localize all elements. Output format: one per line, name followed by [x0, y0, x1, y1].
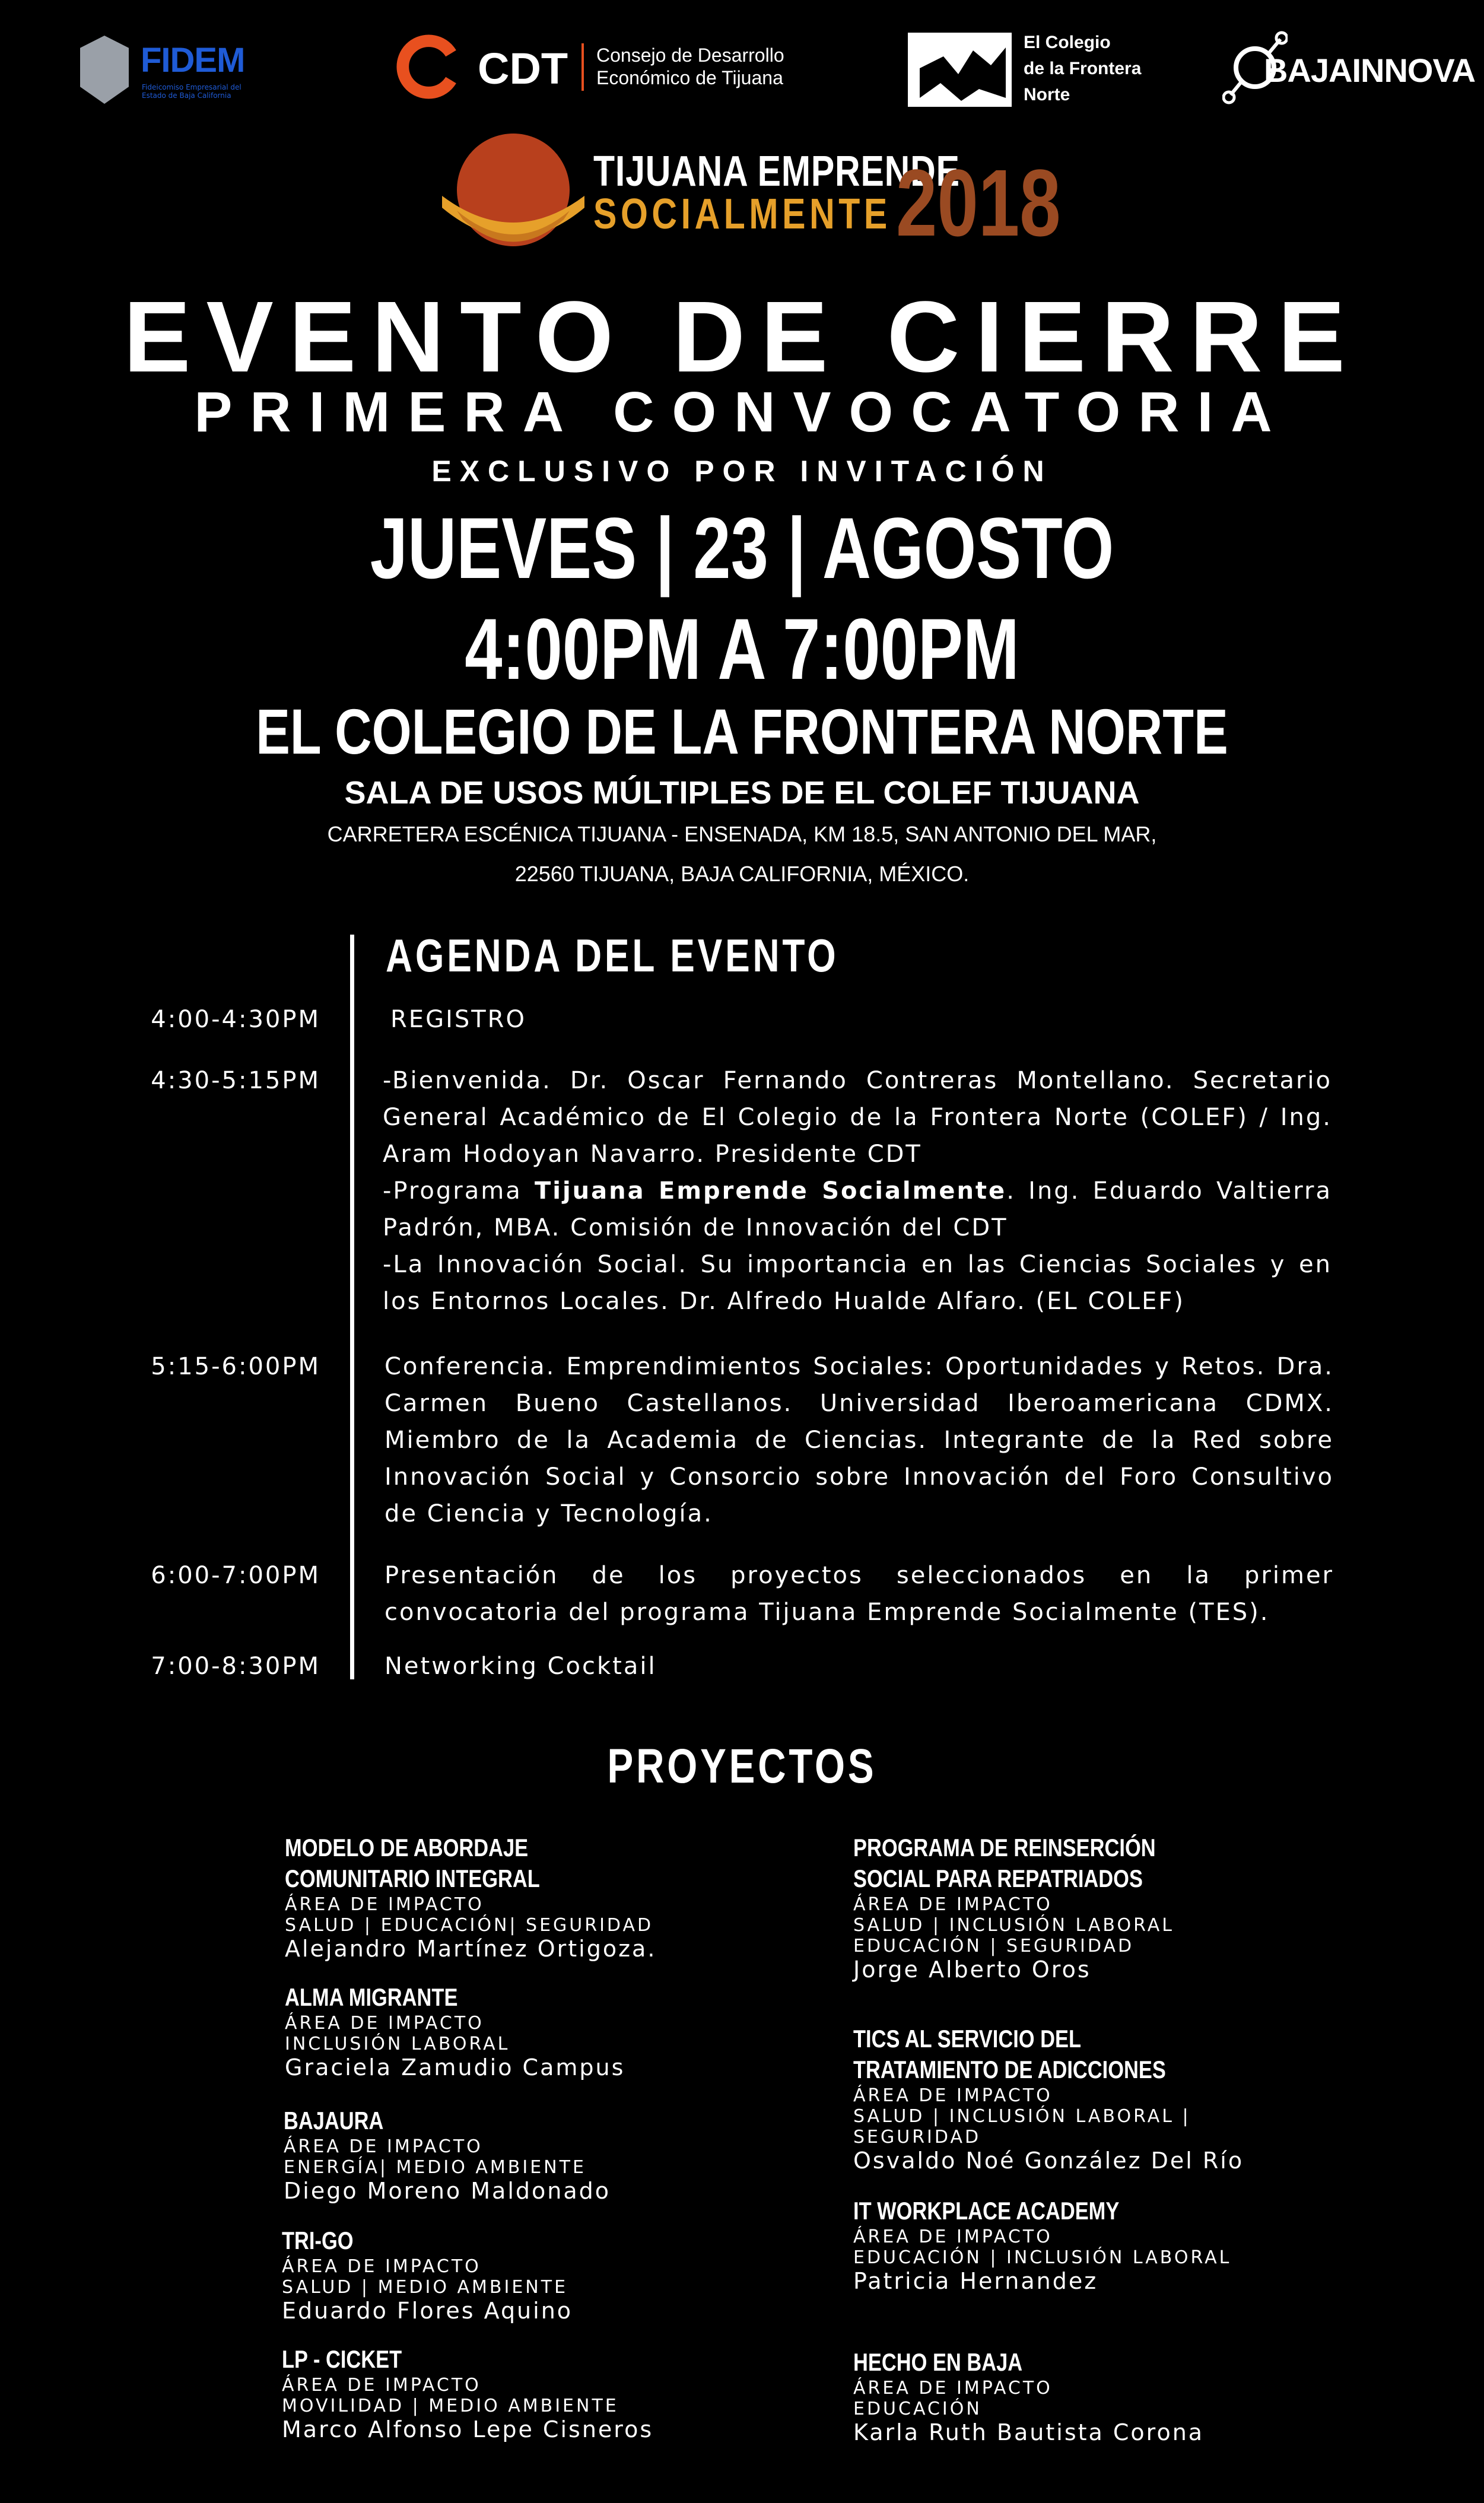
project-title: LP - CICKET: [282, 2345, 402, 2373]
project-areas: MOVILIDAD | MEDIO AMBIENTE: [282, 2396, 619, 2416]
project-areas: ENERGÍA| MEDIO AMBIENTE: [284, 2157, 586, 2178]
event-address-line1: CARRETERA ESCÉNICA TIJUANA - ENSENADA, KM 18.5, SAN ANTONIO DEL MAR,: [327, 822, 1157, 846]
agenda-desc-program: -Programa Tijuana Emprende Socialmente. Ing. Eduardo Valtierra Padrón, MBA. Comisión de Innovación del CDT: [383, 1177, 1332, 1241]
project-areas: EDUCACIÓN: [853, 2399, 982, 2419]
project-area-label: ÁREA DE IMPACTO: [282, 2256, 481, 2277]
project-areas: SALUD | INCLUSIÓN LABORAL | SEGURIDAD: [853, 2106, 1191, 2148]
project-person: Osvaldo Noé González Del Río: [853, 2148, 1244, 2174]
colef-line1: El Colegio: [1024, 33, 1111, 52]
program-name-bold: Tijuana Emprende Socialmente: [534, 1177, 1007, 1205]
project-areas: SALUD | INCLUSIÓN LABORAL: [853, 1915, 1174, 1936]
cdt-line2: Económico de Tijuana: [596, 67, 783, 88]
colef-line2: de la Frontera: [1024, 59, 1142, 78]
cdt-mark-icon: [395, 33, 463, 101]
event-subtitle: PRIMERA CONVOCATORIA: [194, 380, 1290, 444]
fidem-logo: [80, 36, 267, 107]
project-card: [853, 2196, 1304, 2294]
project-person: Jorge Alberto Oros: [853, 1956, 1091, 1983]
project-person: Alejandro Martínez Ortigoza.: [285, 1936, 657, 1962]
project-title: ALMA MIGRANTE: [285, 1983, 458, 2011]
project-area-label: ÁREA DE IMPACTO: [853, 2378, 1053, 2399]
project-card: [285, 1982, 736, 2080]
project-title: COMUNITARIO INTEGRAL: [285, 1864, 540, 1892]
event-time: 4:00PM A 7:00PM: [465, 601, 1019, 697]
project-area-label: ÁREA DE IMPACTO: [853, 2226, 1053, 2247]
colef-line3: Norte: [1024, 85, 1070, 104]
project-areas: EDUCACIÓN | INCLUSIÓN LABORAL: [853, 2247, 1232, 2268]
project-area-label: ÁREA DE IMPACTO: [285, 1894, 484, 1915]
project-person: Graciela Zamudio Campus: [285, 2054, 625, 2080]
agenda-desc: Presentación de los proyectos seleccionados en la primer convocatoria del programa Tijuana Emprende Socialmente (TES).: [384, 1562, 1334, 1626]
agenda-desc: REGISTRO: [390, 1006, 526, 1033]
project-areas: INCLUSIÓN LABORAL: [285, 2034, 510, 2054]
event-address-line2: 22560 TIJUANA, BAJA CALIFORNIA, MÉXICO.: [514, 862, 970, 886]
project-title: IT WORKPLACE ACADEMY: [853, 2197, 1120, 2225]
agenda-title: AGENDA DEL EVENTO: [386, 929, 839, 981]
project-title: MODELO DE ABORDAJE: [285, 1834, 529, 1862]
bajainnova-name: BAJAINNOVA: [1264, 52, 1476, 89]
tes-line1: TIJUANA EMPRENDE: [593, 148, 960, 195]
event-venue: EL COLEGIO DE LA FRONTERA NORTE: [256, 695, 1228, 767]
tes-line2: SOCIALMENTE: [593, 190, 891, 238]
agenda-time: 7:00-8:30PM: [151, 1653, 320, 1680]
project-area-label: ÁREA DE IMPACTO: [284, 2136, 483, 2157]
event-exclusive-note: EXCLUSIVO POR INVITACIÓN: [431, 455, 1053, 488]
agenda-time: 4:00-4:30PM: [151, 1006, 320, 1033]
project-person: Eduardo Flores Aquino: [282, 2298, 573, 2324]
project-card: [282, 2344, 733, 2442]
event-title: EVENTO DE CIERRE: [123, 281, 1361, 393]
sunrise-icon: [439, 131, 587, 255]
project-area-label: ÁREA DE IMPACTO: [285, 2013, 484, 2034]
project-areas: SALUD | EDUCACIÓN| SEGURIDAD: [285, 1915, 654, 1936]
tes-2018-logo: [439, 131, 1068, 258]
agenda-time: 6:00-7:00PM: [151, 1562, 320, 1589]
projects-title: PROYECTOS: [607, 1739, 877, 1793]
agenda-desc-innovation: -La Innovación Social. Su importancia en las Ciencias Sociales y en los Entornos Locales. Dr. Alfredo Hualde Alfaro. (EL COLEF): [383, 1251, 1332, 1315]
cdt-name: CDT: [478, 44, 568, 93]
project-areas: EDUCACIÓN | SEGURIDAD: [853, 1936, 1135, 1956]
project-card: [853, 1832, 1304, 1983]
project-title: BAJAURA: [284, 2107, 384, 2134]
colef-map-icon: [908, 33, 1012, 107]
agenda-time: 5:15-6:00PM: [151, 1353, 320, 1380]
fidem-subtitle: Fideicomiso Empresarial del Estado de Baja California: [142, 83, 241, 100]
project-card: [284, 2105, 735, 2204]
cdt-logo: [395, 33, 822, 110]
event-room: SALA DE USOS MÚLTIPLES DE EL COLEF TIJUANA: [344, 775, 1140, 811]
project-title: TRATAMIENTO DE ADICCIONES: [853, 2056, 1166, 2083]
project-title: TICS AL SERVICIO DEL: [853, 2025, 1082, 2053]
project-area-label: ÁREA DE IMPACTO: [853, 2085, 1053, 2106]
project-areas: SALUD | MEDIO AMBIENTE: [282, 2277, 568, 2298]
agenda-time: 4:30-5:15PM: [151, 1067, 320, 1094]
project-card: [285, 1832, 736, 1962]
project-title: HECHO EN BAJA: [853, 2348, 1023, 2376]
agenda-divider: [350, 935, 354, 1679]
project-person: Marco Alfonso Lepe Cisneros: [282, 2416, 654, 2442]
colef-logo: [908, 33, 1157, 116]
bajainnova-logo: [1222, 31, 1476, 108]
agenda-desc: Networking Cocktail: [384, 1653, 657, 1680]
project-card: [853, 2347, 1304, 2445]
project-person: Patricia Hernandez: [853, 2268, 1098, 2294]
fidem-crest-icon: [80, 36, 129, 104]
agenda-desc-group: [383, 1062, 1332, 1320]
project-title: PROGRAMA DE REINSERCIÓN: [853, 1834, 1156, 1862]
project-person: Karla Ruth Bautista Corona: [853, 2419, 1205, 2445]
project-area-label: ÁREA DE IMPACTO: [282, 2375, 481, 2396]
project-title: TRI-GO: [282, 2226, 354, 2254]
project-card: [853, 2024, 1304, 2174]
fidem-name: FIDEM: [141, 41, 245, 80]
cdt-line1: Consejo de Desarrollo: [596, 45, 784, 66]
tes-year: 2018: [896, 150, 1061, 256]
project-person: Diego Moreno Maldonado: [284, 2178, 611, 2204]
event-date: JUEVES | 23 | AGOSTO: [370, 500, 1114, 596]
project-area-label: ÁREA DE IMPACTO: [853, 1894, 1053, 1915]
cdt-divider: [581, 43, 584, 91]
agenda-desc-welcome: -Bienvenida. Dr. Oscar Fernando Contreras Montellano. Secretario General Académico de El Colegio de la Frontera Norte (COLEF) / Ing. Aram Hodoyan Navarro. Presidente CDT: [383, 1067, 1332, 1168]
agenda-desc: Conferencia. Emprendimientos Sociales: Oportunidades y Retos. Dra. Carmen Bueno Castellanos. Universidad Iberoamericana CDMX. Miembro de la Academia de Ciencias. Integrante de la Red sobre Innovación Social y Consorcio sobre Innovación del Foro Consultivo de Ciencia y Tecnología.: [384, 1353, 1334, 1527]
project-title: SOCIAL PARA REPATRIADOS: [853, 1864, 1143, 1892]
project-card: [282, 2225, 733, 2324]
